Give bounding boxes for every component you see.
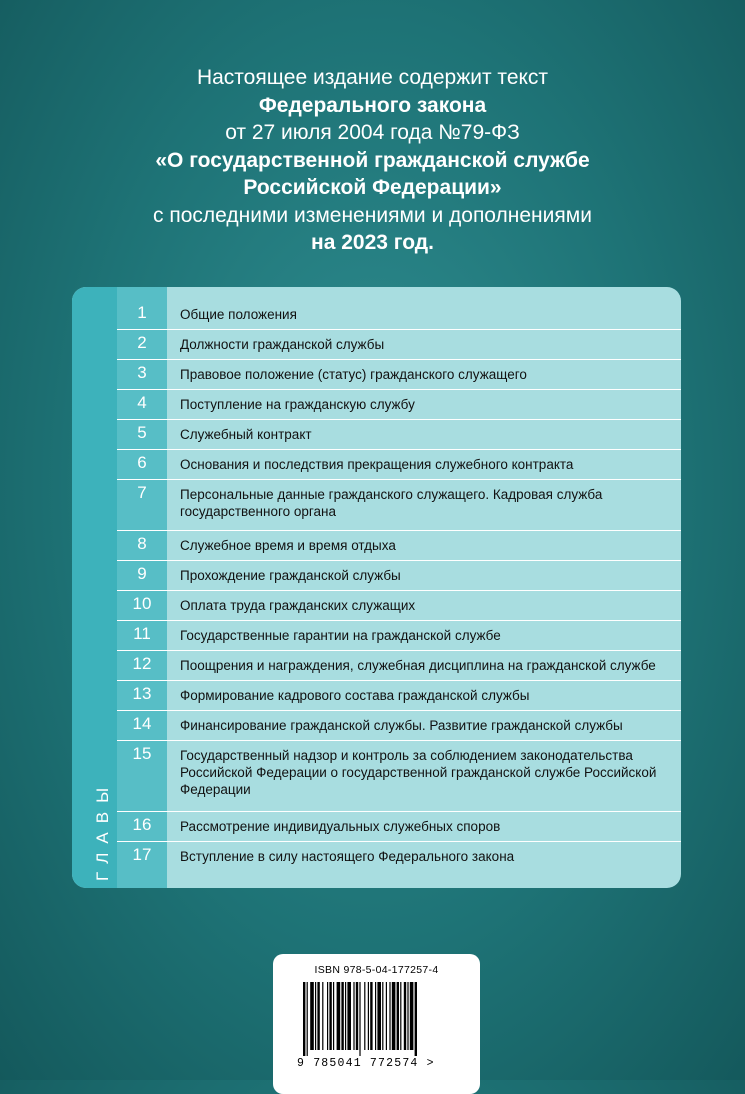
chapters-label: ГЛАВЫ (93, 778, 112, 881)
chapter-number: 5 (137, 423, 147, 442)
barcode-bar (407, 982, 408, 1050)
chapter-number: 10 (132, 594, 152, 613)
chapter-title: Служебный контракт (180, 427, 312, 442)
chapter-title: Государственный надзор и контроль за соблюдением законодательства Российской Федерации о государственной гражданской службе Российской Федерации (180, 748, 657, 797)
chapter-row (117, 561, 681, 591)
header-line-7: на 2023 год. (311, 231, 434, 254)
chapter-title: Служебное время и время отдыха (180, 538, 396, 553)
barcode-bar (370, 982, 372, 1050)
barcode-bar (364, 982, 365, 1050)
chapter-number: 8 (137, 534, 147, 553)
chapter-title: Формирование кадрового состава гражданской службы (180, 688, 530, 703)
barcode-bar (303, 982, 305, 1056)
cover-header (0, 64, 745, 257)
header-line-2: Федерального закона (258, 93, 487, 117)
header-line-5: Российской Федерации» (243, 176, 502, 199)
chapter-title: Финансирование гражданской службы. Развитие гражданской службы (180, 718, 623, 733)
barcode-bar (353, 982, 354, 1050)
chapter-number: 4 (137, 393, 147, 412)
chapter-number: 1 (137, 303, 147, 322)
chapter-number: 14 (132, 714, 152, 733)
barcode-bar (317, 982, 319, 1050)
barcode-bar (404, 982, 406, 1050)
barcode-bar (327, 982, 328, 1050)
chapter-title: Поощрения и награждения, служебная дисциплина на гражданской службе (180, 658, 656, 673)
barcode-bar (310, 982, 314, 1050)
chapter-row (117, 621, 681, 651)
chapter-row (117, 591, 681, 621)
isbn-barcode-box (273, 954, 480, 1094)
chapter-list (117, 300, 681, 876)
barcode-bar (368, 982, 369, 1050)
barcode-bar (329, 982, 331, 1050)
chapter-number: 15 (132, 744, 152, 763)
barcode-bar (341, 982, 343, 1050)
chapter-number: 7 (137, 483, 147, 502)
chapter-row (117, 390, 681, 420)
chapter-title: Рассмотрение индивидуальных служебных споров (180, 819, 501, 834)
header-line-3: от 27 июля 2004 года №79-ФЗ (225, 121, 520, 144)
chapter-number: 12 (132, 654, 152, 673)
header-line-6: с последними изменениями и дополнениями (153, 203, 592, 227)
chapter-number: 16 (132, 815, 152, 834)
chapter-row (117, 681, 681, 711)
barcode-bar (397, 982, 399, 1050)
chapter-title: Общие положения (180, 307, 297, 322)
barcode-bar (333, 982, 334, 1050)
barcode-bar (382, 982, 383, 1050)
barcode-bar (307, 982, 308, 1056)
chapter-title: Вступление в силу настоящего Федерального закона (180, 849, 515, 864)
chapter-row (117, 450, 681, 480)
chapters-side-strip (72, 287, 117, 888)
header-line-1: Настоящее издание содержит текст (196, 66, 549, 89)
barcode-bar (386, 982, 387, 1050)
barcode-bar (356, 982, 358, 1050)
chapters-panel (72, 287, 681, 888)
barcode-bar (389, 982, 390, 1050)
chapter-number: 11 (133, 624, 151, 643)
chapter-row (117, 300, 681, 330)
barcode-bar (345, 982, 346, 1050)
chapter-title: Оплата труда гражданских служащих (180, 598, 416, 613)
chapter-number: 3 (137, 363, 147, 382)
barcode-bar (415, 982, 417, 1056)
chapter-row (117, 420, 681, 450)
chapter-number: 17 (132, 845, 152, 864)
barcode-bar (400, 982, 401, 1050)
barcode-bar (315, 982, 316, 1050)
barcode-bar (322, 982, 323, 1050)
chapter-number: 13 (132, 684, 152, 703)
chapter-row (117, 741, 681, 812)
chapter-row (117, 711, 681, 741)
chapter-title: Прохождение гражданской службы (180, 568, 401, 583)
chapter-row (117, 812, 681, 842)
barcode-bar (377, 982, 381, 1050)
chapter-title: Поступление на гражданскую службу (180, 397, 415, 412)
chapter-row (117, 360, 681, 390)
barcode-bar (410, 982, 414, 1050)
barcode-bar (347, 982, 351, 1050)
chapter-title: Должности гражданской службы (180, 337, 385, 352)
barcode-bar (375, 982, 376, 1050)
barcode-bar (392, 982, 396, 1050)
chapter-row (117, 480, 681, 531)
chapter-row (117, 842, 681, 876)
barcode-image (303, 982, 453, 1056)
barcode-bar (359, 982, 360, 1056)
chapter-number: 2 (137, 333, 147, 352)
chapter-title: Государственные гарантии на гражданской службе (180, 628, 501, 643)
chapter-number: 6 (137, 453, 147, 472)
chapter-row (117, 531, 681, 561)
chapter-title: Правовое положение (статус) гражданского служащего (180, 367, 527, 382)
header-line-4: «О государственной гражданской службе (155, 148, 590, 172)
chapter-number: 9 (137, 564, 147, 583)
chapter-title: Персональные данные гражданского служащего. Кадровая служба государственного органа (180, 487, 603, 519)
barcode-digits: 9 785041 772574 > (297, 1057, 435, 1070)
chapter-row (117, 330, 681, 360)
chapter-row (117, 651, 681, 681)
chapter-title: Основания и последствия прекращения служебного контракта (180, 457, 574, 472)
barcode-bar (337, 982, 341, 1050)
isbn-number: ISBN 978-5-04-177257-4 (314, 964, 439, 976)
